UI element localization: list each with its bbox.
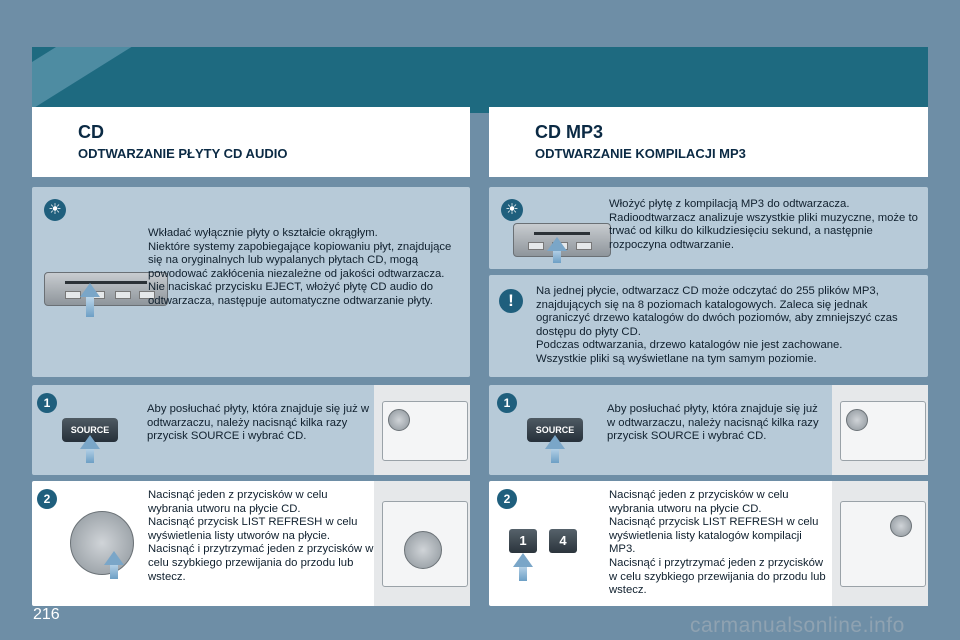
- page-number: 216: [33, 606, 60, 623]
- left-step2-panel: [32, 481, 470, 606]
- right-header: [489, 107, 928, 177]
- right-step1-panel: [489, 385, 928, 475]
- light-bulb-icon: ☀: [501, 199, 523, 221]
- warning-icon: !: [499, 289, 523, 313]
- right-warning-text: Na jednej płycie, odtwarzacz CD może odczytać do 255 plików MP3, znajdujących się na 8 poziomach katalogowych. Zaleca się jednak ograniczyć drzewo katalogów do dwóch poziomów, aby zmniejszyć czas dostępu do płyty CD. Podczas odtwarzania, drzewo katalogów nie jest zachowane. Wszystkie pliki są wyświetlane na tym samym poziomie.: [536, 285, 898, 365]
- step-number: 2: [37, 489, 57, 509]
- right-warning-panel: [489, 275, 928, 377]
- source-button[interactable]: SOURCE: [62, 418, 118, 442]
- preset-button-4[interactable]: 4: [549, 529, 577, 553]
- right-step1-text: Aby posłuchać płyty, która znajduje się już w odtwarzaczu, należy nacisnąć kilka razy przycisk SOURCE i wybrać CD.: [607, 403, 819, 443]
- device-illustration: [832, 385, 928, 475]
- arrow-stem: [519, 565, 527, 581]
- right-title: CD MP3: [535, 122, 604, 142]
- watermark: carmanualsonline.info: [690, 614, 905, 637]
- right-info-text: Włożyć płytę z kompilacją MP3 do odtwarzacza. Radioodtwarzacz analizuje wszystkie pliki muzyczne, może to trwać od kilku do kilkudziesięciu sekund, a następnie rozpoczyna odtwarzanie.: [609, 198, 918, 251]
- up-arrow-icon: [80, 283, 100, 297]
- device-illustration: [374, 481, 470, 606]
- preset-button-1[interactable]: 1: [509, 529, 537, 553]
- left-info-panel: [32, 187, 470, 377]
- device-illustration: [374, 385, 470, 475]
- up-arrow-icon: [545, 435, 565, 449]
- right-step2-panel: [489, 481, 928, 606]
- left-subtitle: ODTWARZANIE PŁYTY CD AUDIO: [78, 146, 288, 161]
- header-banner: [32, 47, 928, 113]
- arrow-stem: [553, 249, 561, 263]
- step-number: 1: [497, 393, 517, 413]
- left-title: CD: [78, 122, 104, 142]
- up-arrow-icon: [547, 237, 567, 251]
- source-button[interactable]: SOURCE: [527, 418, 583, 442]
- right-step2-text: Nacisnąć jeden z przycisków w celu wybrania utworu na płycie CD. Nacisnąć przycisk LIST REFRESH w celu wyświetlenia listy katalogów kompilacji MP3. Nacisnąć i przytrzymać jeden z przycisków w celu szybkiego przewijania do przodu lub wstecz.: [609, 489, 826, 597]
- up-arrow-icon: [80, 435, 100, 449]
- left-header: [32, 107, 470, 177]
- left-step1-text: Aby posłuchać płyty, która znajduje się już w odtwarzaczu, należy nacisnąć kilka razy przycisk SOURCE i wybrać CD.: [147, 403, 370, 443]
- right-info-panel: [489, 187, 928, 269]
- left-step2-text: Nacisnąć jeden z przycisków w celu wybrania utworu na płycie CD. Nacisnąć przycisk LIST REFRESH w celu wyświetlenia listy utworów na płycie. Nacisnąć i przytrzymać jeden z przycisków w celu szybkiego przewijania do przodu lub wstecz.: [148, 489, 374, 583]
- left-info-text: Wkładać wyłącznie płyty o kształcie okrągłym. Niektóre systemy zapobiegające kopiowaniu płyt, znajdujące się na oryginalnych lub wypalanych płytach CD, mogą powodować zakłócenia niezależne od jakości odtwarzacza. Nie naciskać przycisku EJECT, włożyć płytę CD audio do odtwarzacza, następuje automatyczne odtwarzanie płyty.: [148, 227, 452, 307]
- left-step1-panel: [32, 385, 470, 475]
- up-arrow-icon: [104, 551, 124, 565]
- arrow-stem: [86, 447, 94, 463]
- up-arrow-icon: [513, 553, 533, 567]
- light-bulb-icon: ☀: [44, 199, 66, 221]
- right-subtitle: ODTWARZANIE KOMPILACJI MP3: [535, 146, 746, 161]
- device-illustration: [832, 481, 928, 606]
- step-number: 2: [497, 489, 517, 509]
- step-number: 1: [37, 393, 57, 413]
- navigation-dial-icon[interactable]: [70, 511, 134, 575]
- arrow-stem: [110, 563, 118, 579]
- arrow-stem: [551, 447, 559, 463]
- arrow-stem: [86, 297, 94, 317]
